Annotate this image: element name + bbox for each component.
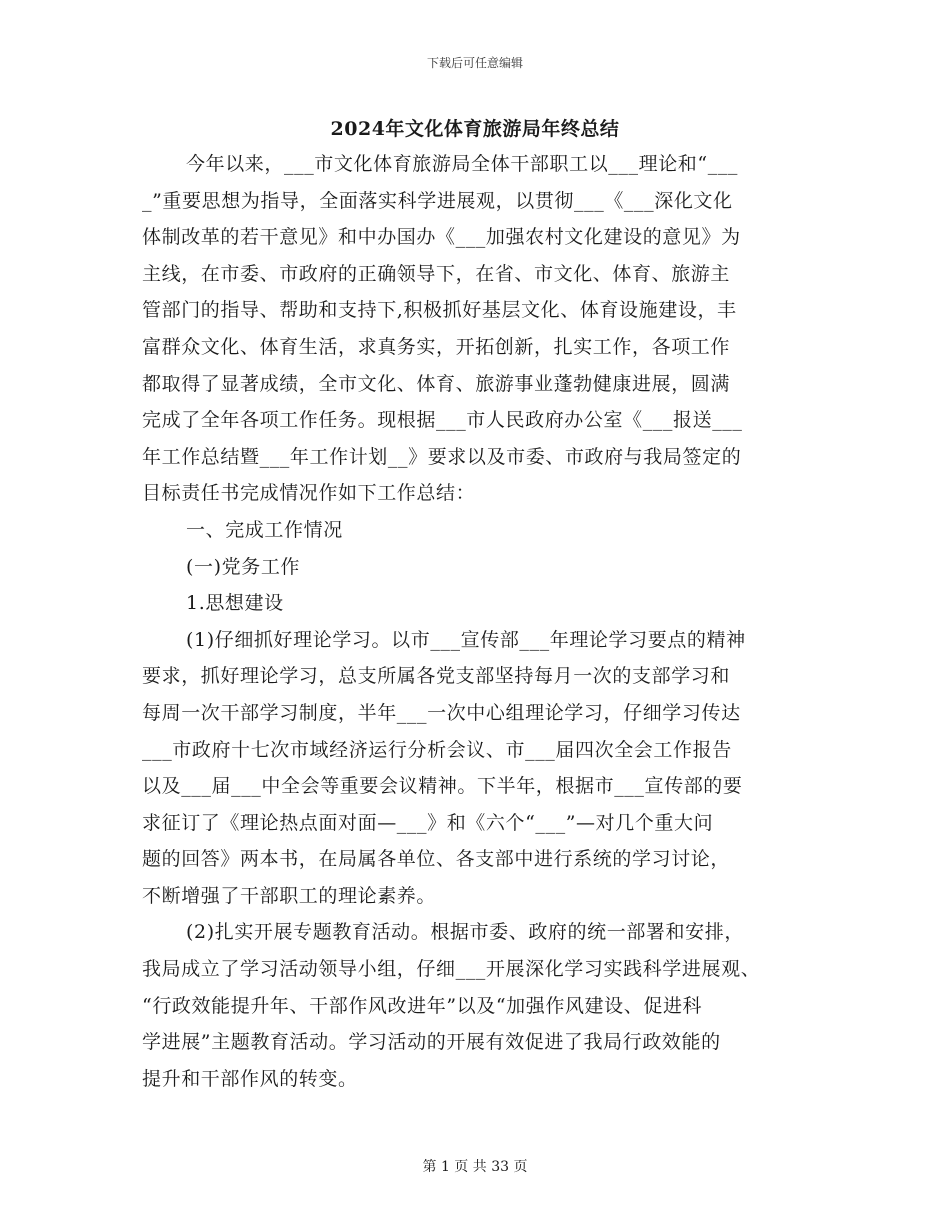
body-line: ___市政府十七次市域经济运行分析会议、市___届四次全会工作报告 xyxy=(142,738,732,761)
body-line: 要求，抓好理论学习，总支所属各党支部坚持每月一次的支部学习和 xyxy=(142,665,731,688)
page-header-note: 下载后可任意编辑 xyxy=(426,56,523,70)
item-heading: 1.思想建设 xyxy=(186,592,284,615)
body-line: 我局成立了学习活动领导小组，仔细___开展深化学习实践科学进展观、 xyxy=(142,958,761,981)
body-line: 管部门的指导、帮助和支持下,积极抓好基层文化、体育设施建设，丰 xyxy=(142,299,737,322)
body-line: 求征订了《理论热点面对面—___》和《六个“___”—对几个重大问 xyxy=(142,811,714,834)
body-line: (1)仔细抓好理论学习。以市___宣传部___年理论学习要点的精神 xyxy=(186,628,746,651)
body-line: 完成了全年各项工作任务。现根据___市人民政府办公室《___报送___ xyxy=(142,409,743,432)
body-line: 题的回答》两本书，在局属各单位、各支部中进行系统的学习讨论， xyxy=(142,848,731,871)
body-line: _”重要思想为指导，全面落实科学进展观，以贯彻___《___深化文化 xyxy=(142,189,733,212)
body-line: 富群众文化、体育生活，求真务实，开拓创新，扎实工作，各项工作 xyxy=(142,335,731,358)
section-heading: 一、完成工作情况 xyxy=(186,518,343,541)
document-body xyxy=(142,146,822,1097)
body-line: 主线，在市委、市政府的正确领导下，在省、市文化、体育、旅游主 xyxy=(142,262,731,285)
body-line: “行政效能提升年、干部作风改进年”以及“加强作风建设、促进科 xyxy=(142,994,703,1017)
body-line: 学进展”主题教育活动。学习活动的开展有效促进了我局行政效能的 xyxy=(142,1031,721,1054)
body-line: (2)扎实开展专题教育活动。根据市委、政府的统一部署和安排， xyxy=(186,921,744,944)
body-line: 以及___届___中全会等重要会议精神。下半年，根据市___宣传部的要 xyxy=(142,775,743,798)
body-line: 不断增强了干部职工的理论素养。 xyxy=(142,884,437,907)
body-line: 体制改革的若干意见》和中办国办《___加强农村文化建设的意见》为 xyxy=(142,226,741,249)
document-title: 2024年文化体育旅游局年终总结 xyxy=(330,118,620,140)
body-line: 提升和干部作风的转变。 xyxy=(142,1067,358,1090)
body-line: 今年以来，___市文化体育旅游局全体干部职工以___理论和“___ xyxy=(186,153,739,175)
page-number: 第 1 页 共 33 页 xyxy=(422,1159,528,1175)
subsection-heading: (一)党务工作 xyxy=(186,555,301,578)
body-line: 都取得了显著成绩，全市文化、体育、旅游事业蓬勃健康进展，圆满 xyxy=(142,372,731,395)
body-line: 年工作总结暨___年工作计划__》要求以及市委、市政府与我局签定的 xyxy=(142,445,742,468)
body-line: 目标责任书完成情况作如下工作总结： xyxy=(142,482,476,505)
body-line: 每周一次干部学习制度，半年___一次中心组理论学习，仔细学习传达 xyxy=(142,701,741,724)
